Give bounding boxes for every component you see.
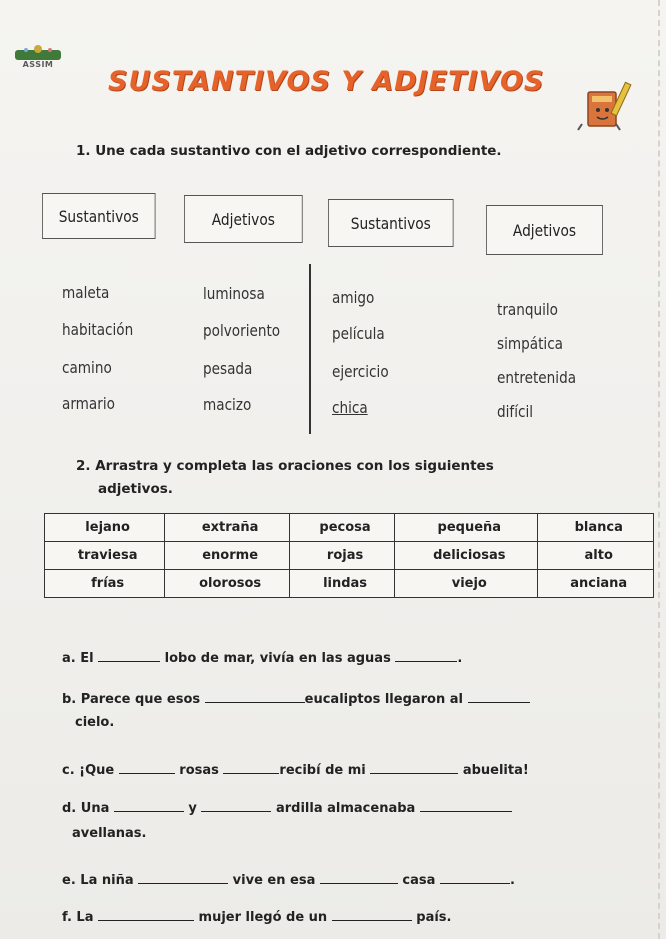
sentence-text: país. — [416, 910, 452, 925]
adjective-chip[interactable]: blanca — [538, 514, 654, 542]
exercise1-instruction: 1. Une cada sustantivo con el adjetivo correspondiente. — [76, 143, 502, 159]
page-edge-dashes — [658, 0, 660, 939]
adjetivo-word[interactable]: simpática — [497, 334, 564, 353]
sentence-text: c. ¡Que — [62, 763, 115, 778]
drop-blank[interactable] — [138, 871, 228, 884]
exercise2-instruction-cont: adjetivos. — [98, 481, 173, 497]
adjective-chip[interactable]: frías — [45, 570, 165, 598]
adjective-chip[interactable]: viejo — [395, 570, 538, 598]
drop-blank[interactable] — [98, 908, 194, 921]
sentence-d-cont: avellanas. — [72, 826, 147, 841]
adjective-chip[interactable]: olorosos — [165, 570, 290, 598]
drop-blank[interactable] — [205, 690, 305, 703]
drop-blank[interactable] — [468, 690, 530, 703]
sustantivo-word[interactable]: película — [332, 324, 385, 343]
sentence-text: e. La niña — [62, 873, 134, 888]
drop-blank[interactable] — [370, 761, 458, 774]
adjetivo-word[interactable]: polvoriento — [203, 321, 281, 340]
adjective-chip[interactable]: alto — [538, 542, 654, 570]
exercise2-instruction: 2. Arrastra y completa las oraciones con los siguientes — [76, 458, 494, 474]
sentence-text: rosas — [179, 763, 219, 778]
drop-blank[interactable] — [440, 871, 510, 884]
sustantivo-word[interactable]: habitación — [62, 320, 134, 339]
book-pencil-icon — [574, 78, 638, 134]
adjective-chip[interactable]: lindas — [289, 570, 394, 598]
sentence-text: b. Parece que esos — [62, 692, 201, 707]
sentence-f — [62, 908, 451, 925]
sentence-e — [62, 871, 515, 888]
drop-blank[interactable] — [320, 871, 398, 884]
header-adjetivos-1: Adjetivos — [184, 195, 303, 243]
sentence-d — [62, 799, 512, 816]
sustantivo-word[interactable]: chica — [332, 398, 368, 417]
sustantivo-word[interactable]: amigo — [332, 288, 375, 307]
adjective-chip[interactable]: pecosa — [289, 514, 394, 542]
adjective-chip[interactable]: enorme — [165, 542, 290, 570]
drop-blank[interactable] — [395, 649, 457, 662]
sentence-text: ardilla almacenaba — [275, 801, 416, 816]
adjective-chip[interactable]: lejano — [45, 514, 165, 542]
adjective-chip[interactable]: extraña — [165, 514, 290, 542]
sentence-text: f. La — [62, 910, 94, 925]
sentence-text: casa — [402, 873, 436, 888]
page-title: SUSTANTIVOS Y ADJETIVOS — [108, 66, 545, 97]
sentence-b — [62, 690, 530, 707]
column-divider — [309, 264, 311, 434]
adjective-chip[interactable]: anciana — [538, 570, 654, 598]
adjective-chip[interactable]: traviesa — [45, 542, 165, 570]
adjective-chip[interactable]: deliciosas — [395, 542, 538, 570]
sentence-c — [62, 761, 529, 778]
drop-blank[interactable] — [223, 761, 279, 774]
adjetivo-word[interactable]: entretenida — [497, 368, 577, 387]
logo-text: ASSIM — [22, 60, 54, 69]
sentence-text: lobo de mar, vivía en las aguas — [164, 651, 391, 666]
sentence-text: abuelita! — [462, 763, 529, 778]
sentence-b-cont: cielo. — [75, 715, 115, 730]
header-sustantivos-2: Sustantivos — [328, 199, 454, 247]
adjetivo-word[interactable]: macizo — [203, 395, 252, 414]
sentence-text: eucaliptos llegaron al — [304, 692, 463, 707]
adjective-chip[interactable]: rojas — [289, 542, 394, 570]
school-logo — [12, 44, 64, 72]
header-sustantivos-1: Sustantivos — [42, 193, 156, 239]
sustantivo-word[interactable]: maleta — [62, 283, 110, 302]
sentence-text: . — [457, 651, 463, 666]
table-row — [45, 514, 654, 542]
sentence-text: mujer llegó de un — [198, 910, 328, 925]
sentence-text: a. El — [62, 651, 94, 666]
adjetivo-word[interactable]: tranquilo — [497, 300, 559, 319]
sentence-text: recibí de mi — [279, 763, 366, 778]
sentence-a — [62, 649, 462, 666]
drop-blank[interactable] — [119, 761, 175, 774]
drop-blank[interactable] — [420, 799, 512, 812]
table-row — [45, 542, 654, 570]
table-row — [45, 570, 654, 598]
drop-blank[interactable] — [98, 649, 160, 662]
sustantivo-word[interactable]: camino — [62, 358, 112, 377]
sentence-text: d. Una — [62, 801, 110, 816]
adjetivo-word[interactable]: pesada — [203, 359, 253, 378]
adjective-bank-table — [44, 513, 654, 598]
sentence-text: vive en esa — [232, 873, 316, 888]
sustantivo-word[interactable]: armario — [62, 394, 115, 413]
drop-blank[interactable] — [332, 908, 412, 921]
sentence-text: . — [509, 873, 515, 888]
header-adjetivos-2: Adjetivos — [486, 205, 603, 255]
sustantivo-word[interactable]: ejercicio — [332, 362, 389, 381]
adjetivo-word[interactable]: luminosa — [203, 284, 265, 303]
adjective-chip[interactable]: pequeña — [395, 514, 538, 542]
adjetivo-word[interactable]: difícil — [497, 402, 534, 421]
drop-blank[interactable] — [114, 799, 184, 812]
sentence-text: y — [188, 801, 197, 816]
drop-blank[interactable] — [201, 799, 271, 812]
